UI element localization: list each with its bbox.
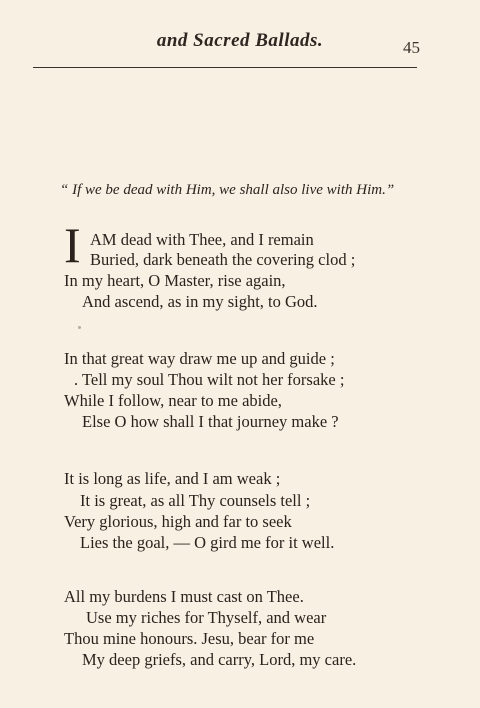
drop-cap: I (64, 217, 81, 273)
poem-line: Very glorious, high and far to seek (64, 512, 292, 531)
poem-line: Thou mine honours. Jesu, bear for me (64, 629, 315, 648)
paper-speck (78, 326, 81, 329)
poem-line: It is long as life, and I am weak ; (64, 469, 281, 488)
page-number: 45 (403, 38, 420, 57)
poem-line: Else O how shall I that journey make ? (82, 412, 339, 431)
poem-line: All my burdens I must cast on Thee. (64, 587, 304, 606)
poem-line: AM dead with Thee, and I remain (90, 230, 314, 249)
poem-line: While I follow, near to me abide, (64, 391, 282, 410)
poem-line: In my heart, O Master, rise again, (64, 271, 286, 290)
poem-line: Buried, dark beneath the covering clod ; (90, 250, 356, 269)
epigraph: “ If we be dead with Him, we shall also live with Him.” (60, 182, 395, 198)
poem-line: Lies the goal, — O gird me for it well. (80, 533, 335, 552)
poem-line: . Tell my soul Thou wilt not her forsake ; (74, 370, 345, 389)
header-rule (33, 67, 417, 68)
poem-line: It is great, as all Thy counsels tell ; (80, 491, 311, 510)
running-title: and Sacred Ballads. (156, 30, 324, 51)
poem-line: My deep griefs, and carry, Lord, my care. (82, 650, 357, 669)
poem-line: In that great way draw me up and guide ; (64, 349, 335, 368)
poem-line: And ascend, as in my sight, to God. (82, 292, 318, 311)
poem-line: Use my riches for Thyself, and wear (86, 608, 327, 627)
